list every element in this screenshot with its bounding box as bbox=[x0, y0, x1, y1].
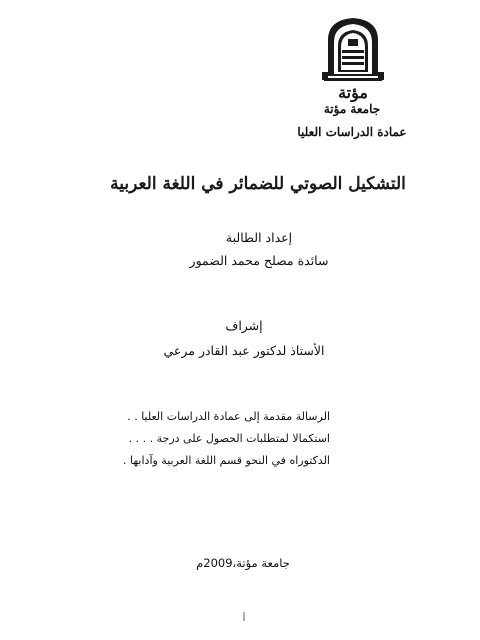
statement-line: الرسالة مقدمة إلى عمادة الدراسات العليا . . bbox=[127, 410, 330, 423]
student-name: سائدة مصلح محمد الضمور bbox=[189, 253, 329, 268]
logo-text: مؤتة bbox=[338, 83, 368, 102]
supervisor-name: الأستاذ لدكتور عبد القادر مرعي bbox=[163, 343, 325, 358]
statement-line: الدكتوراه في النحو قسم اللغة العربية وآدابها . bbox=[123, 454, 330, 467]
prepared-by-label: إعداد الطالبة bbox=[225, 230, 293, 245]
statement-line: استكمالا لمتطلبات الحصول على درجة . . . . bbox=[128, 432, 330, 445]
place-and-year: جامعة مؤتة،2009م bbox=[196, 556, 290, 570]
thesis-title: التشكيل الصوتي للضمائر في اللغة العربية bbox=[110, 174, 406, 194]
deanship-name: عمادة الدراسات العليا bbox=[297, 125, 407, 139]
university-logo bbox=[318, 14, 388, 102]
page-number: أ bbox=[242, 614, 246, 624]
supervision-label: إشراف bbox=[225, 318, 263, 333]
university-name: جامعة مؤتة bbox=[323, 102, 381, 116]
university-logo-emblem-icon bbox=[318, 14, 388, 102]
